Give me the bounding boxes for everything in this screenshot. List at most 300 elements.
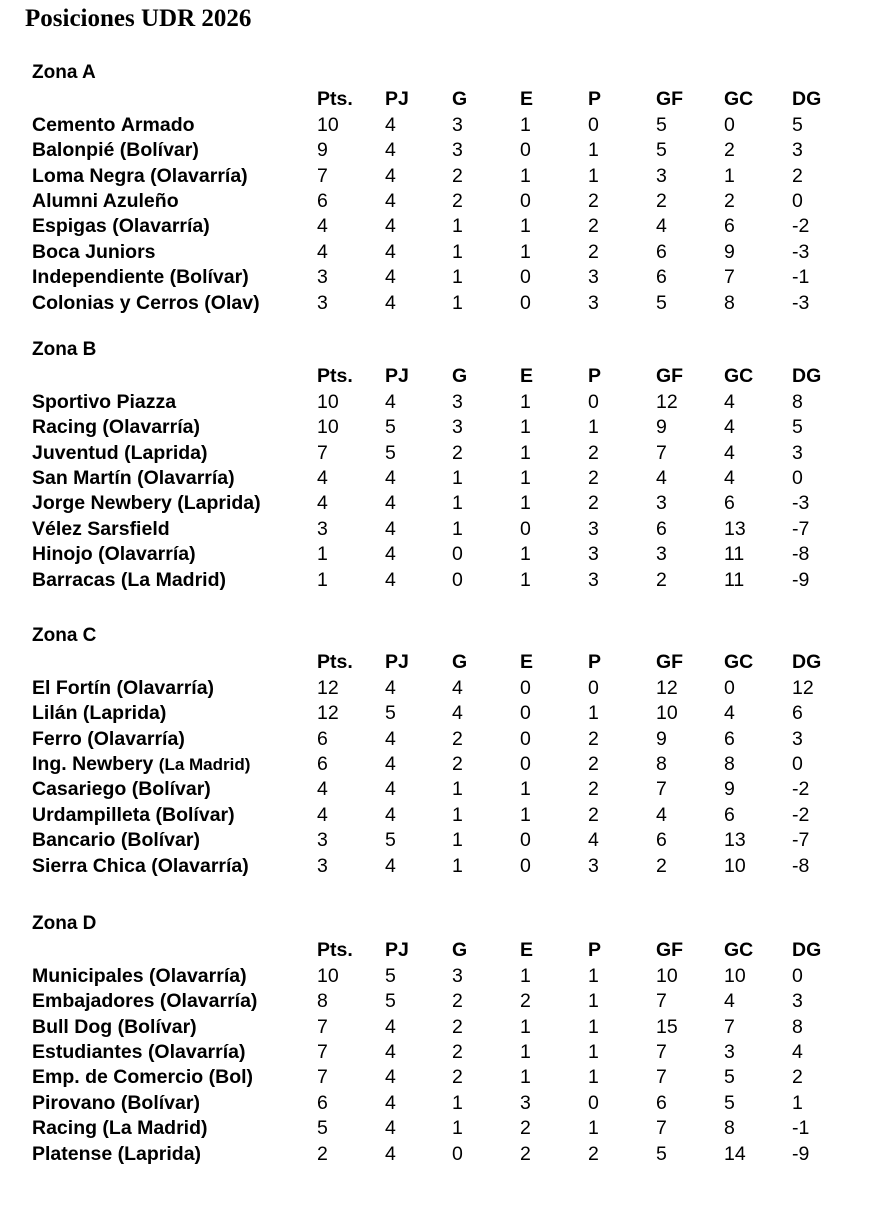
stat-pts: 3	[317, 266, 328, 289]
stat-e: 1	[520, 803, 531, 826]
stat-e: 1	[520, 1015, 531, 1038]
stat-gc: 7	[724, 1015, 735, 1038]
column-header: GC	[724, 365, 754, 388]
stat-g: 1	[452, 517, 463, 540]
stat-gc: 14	[724, 1142, 746, 1165]
column-header: GC	[724, 939, 754, 962]
stat-dg: -3	[792, 492, 810, 515]
stat-pts: 4	[317, 492, 328, 515]
stat-pj: 4	[385, 803, 396, 826]
team-name-text: Urdampilleta (Bolívar)	[32, 803, 235, 826]
stat-p: 3	[588, 266, 599, 289]
stat-pj: 4	[385, 854, 396, 877]
team-name-suffix: (La Madrid)	[158, 755, 251, 774]
team-name-text: Racing (Olavarría)	[32, 416, 200, 439]
team-name	[32, 441, 208, 466]
team-name-text: El Fortín (Olavarría)	[32, 676, 215, 699]
stat-e: 3	[520, 1091, 531, 1114]
table-row	[0, 517, 894, 542]
team-name	[32, 1015, 197, 1040]
stat-p: 1	[588, 1041, 599, 1063]
column-header: GF	[656, 88, 684, 111]
stat-e: 1	[520, 778, 531, 801]
column-header: GC	[724, 88, 754, 111]
stat-e: 0	[520, 266, 531, 289]
page-title: Posiciones UDR 2026	[25, 5, 252, 32]
column-header: GF	[656, 651, 684, 674]
stat-p: 0	[588, 390, 599, 413]
stat-g: 3	[452, 390, 463, 413]
stat-g: 3	[452, 139, 463, 162]
stat-p: 1	[588, 1066, 599, 1089]
team-name	[32, 390, 176, 415]
stat-pts: 4	[317, 778, 328, 801]
table-row	[0, 1116, 894, 1141]
stat-pj: 4	[385, 266, 396, 289]
table-row	[0, 803, 894, 828]
stat-dg: 4	[792, 1041, 803, 1063]
column-header: Pts.	[317, 365, 353, 388]
stat-pj: 4	[385, 113, 396, 136]
stat-p: 0	[588, 1091, 599, 1114]
stat-gf: 12	[656, 676, 678, 699]
stat-pts: 3	[317, 829, 328, 852]
table-row	[0, 752, 894, 777]
team-name	[32, 727, 185, 752]
stat-gc: 4	[724, 467, 735, 489]
stat-p: 1	[588, 1117, 599, 1140]
stat-e: 2	[520, 1117, 531, 1140]
stat-e: 2	[520, 990, 531, 1013]
table-row	[0, 568, 894, 593]
stat-dg: -1	[792, 1117, 810, 1140]
stat-pts: 4	[317, 803, 328, 826]
stat-gf: 9	[656, 416, 667, 439]
column-header: G	[452, 88, 468, 111]
stat-dg: 3	[792, 139, 803, 162]
column-header: DG	[792, 939, 822, 962]
team-name-text: Boca Juniors	[32, 240, 156, 263]
stat-gf: 2	[656, 190, 667, 212]
stat-e: 0	[520, 139, 531, 162]
stat-pts: 10	[317, 113, 339, 136]
column-header: P	[588, 939, 602, 962]
stat-g: 4	[452, 676, 463, 699]
stat-pj: 4	[385, 390, 396, 413]
stat-gc: 4	[724, 990, 735, 1013]
table-row	[0, 727, 894, 752]
stat-dg: -7	[792, 829, 810, 852]
stat-pj: 4	[385, 753, 396, 775]
stat-p: 3	[588, 517, 599, 540]
stat-pj: 4	[385, 215, 396, 238]
table-row	[0, 1040, 894, 1065]
team-name	[32, 214, 210, 239]
stat-gf: 4	[656, 467, 667, 489]
table-row	[0, 113, 894, 138]
column-header: PJ	[385, 939, 409, 962]
team-name	[32, 1040, 246, 1065]
stat-gf: 3	[656, 543, 667, 566]
stat-p: 3	[588, 291, 599, 314]
stat-dg: 6	[792, 702, 803, 725]
stat-g: 0	[452, 1142, 463, 1165]
team-name	[32, 828, 200, 853]
stat-g: 1	[452, 467, 463, 489]
stat-pts: 12	[317, 676, 339, 699]
stat-g: 1	[452, 291, 463, 314]
stat-dg: -8	[792, 854, 810, 877]
stat-pj: 5	[385, 441, 396, 464]
stat-g: 2	[452, 190, 463, 212]
stat-pj: 5	[385, 702, 396, 725]
stat-dg: -3	[792, 291, 810, 314]
stat-e: 1	[520, 492, 531, 515]
stat-gf: 2	[656, 568, 667, 591]
stat-pts: 2	[317, 1142, 328, 1165]
column-header: Pts.	[317, 651, 353, 674]
stat-gc: 4	[724, 390, 735, 413]
stat-dg: 5	[792, 113, 803, 136]
table-row	[0, 1015, 894, 1040]
stat-e: 0	[520, 854, 531, 877]
stat-pj: 5	[385, 990, 396, 1013]
stat-dg: 8	[792, 390, 803, 413]
stat-p: 2	[588, 240, 599, 263]
stat-pj: 4	[385, 1015, 396, 1038]
team-name	[32, 568, 226, 593]
stat-pts: 4	[317, 240, 328, 263]
stat-gc: 10	[724, 854, 746, 877]
stat-gc: 2	[724, 139, 735, 162]
stat-gc: 8	[724, 291, 735, 314]
table-row	[0, 415, 894, 440]
stat-p: 0	[588, 676, 599, 699]
stat-gc: 3	[724, 1041, 735, 1063]
stat-g: 1	[452, 829, 463, 852]
stat-gc: 1	[724, 164, 735, 187]
stat-pts: 10	[317, 390, 339, 413]
column-header: DG	[792, 88, 822, 111]
team-name	[32, 517, 170, 542]
stat-dg: 5	[792, 416, 803, 439]
table-row	[0, 265, 894, 290]
team-name-text: Bull Dog (Bolívar)	[32, 1015, 197, 1038]
stat-gc: 2	[724, 190, 735, 212]
stat-gf: 5	[656, 139, 667, 162]
stat-pts: 7	[317, 1015, 328, 1038]
team-name	[32, 291, 260, 316]
table-row	[0, 542, 894, 567]
stat-pts: 8	[317, 990, 328, 1013]
stat-pts: 7	[317, 441, 328, 464]
stat-p: 1	[588, 416, 599, 439]
stat-gc: 4	[724, 441, 735, 464]
stat-pj: 4	[385, 778, 396, 801]
stat-dg: -9	[792, 1142, 810, 1165]
team-name-text: Independiente (Bolívar)	[32, 266, 249, 289]
stat-pts: 6	[317, 190, 328, 212]
table-row	[0, 1091, 894, 1116]
stat-gf: 6	[656, 1091, 667, 1114]
stat-gf: 7	[656, 1041, 667, 1063]
stat-gc: 4	[724, 416, 735, 439]
stat-e: 1	[520, 164, 531, 187]
stat-gc: 6	[724, 492, 735, 515]
stat-gf: 9	[656, 727, 667, 750]
team-name	[32, 803, 235, 828]
stat-gf: 6	[656, 240, 667, 263]
stat-p: 1	[588, 1015, 599, 1038]
stat-pj: 4	[385, 1041, 396, 1063]
stat-gf: 4	[656, 803, 667, 826]
column-header: E	[520, 365, 534, 388]
stat-p: 2	[588, 753, 599, 775]
team-name	[32, 777, 211, 802]
stat-e: 1	[520, 441, 531, 464]
stat-g: 2	[452, 1066, 463, 1089]
header-row	[0, 650, 894, 675]
stat-gc: 9	[724, 240, 735, 263]
stat-gc: 6	[724, 215, 735, 238]
stat-gc: 5	[724, 1066, 735, 1089]
stat-p: 1	[588, 702, 599, 725]
stat-pts: 9	[317, 139, 328, 162]
stat-g: 4	[452, 702, 463, 725]
stat-gc: 13	[724, 517, 746, 540]
stat-pts: 7	[317, 1066, 328, 1089]
stat-gf: 12	[656, 390, 678, 413]
column-header: Pts.	[317, 88, 353, 111]
stat-pj: 5	[385, 964, 396, 987]
stat-pj: 5	[385, 416, 396, 439]
stat-g: 1	[452, 854, 463, 877]
table-row	[0, 214, 894, 239]
stat-pts: 1	[317, 568, 328, 591]
stat-e: 1	[520, 215, 531, 238]
stat-e: 1	[520, 964, 531, 987]
stat-p: 2	[588, 215, 599, 238]
team-name-text: Pirovano (Bolívar)	[32, 1091, 200, 1114]
stat-gc: 13	[724, 829, 746, 852]
stat-p: 2	[588, 1142, 599, 1165]
column-header: PJ	[385, 651, 409, 674]
stat-dg: -9	[792, 568, 810, 591]
column-header: E	[520, 939, 534, 962]
stat-dg: 3	[792, 990, 803, 1013]
team-name-text: Juventud (Laprida)	[32, 441, 208, 464]
stat-pts: 3	[317, 291, 328, 314]
stat-pj: 4	[385, 1142, 396, 1165]
stat-gf: 7	[656, 1117, 667, 1140]
team-name-text: Sportivo Piazza	[32, 390, 177, 413]
team-name-text: Emp. de Comercio (Bol)	[32, 1066, 254, 1089]
table-row	[0, 164, 894, 189]
stat-gf: 2	[656, 854, 667, 877]
stat-pj: 4	[385, 139, 396, 162]
team-name-text: Municipales (Olavarría)	[32, 964, 247, 987]
header-row	[0, 87, 894, 112]
team-name-text: San Martín (Olavarría)	[32, 467, 235, 489]
team-name-text: Espigas (Olavarría)	[32, 215, 210, 238]
stat-pj: 4	[385, 291, 396, 314]
team-name	[32, 676, 214, 701]
table-row	[0, 777, 894, 802]
stat-dg: -1	[792, 266, 810, 289]
stat-dg: 1	[792, 1091, 803, 1114]
stat-gc: 11	[724, 568, 745, 591]
team-name-text: Racing (La Madrid)	[32, 1117, 208, 1140]
stat-p: 2	[588, 727, 599, 750]
stat-g: 1	[452, 215, 463, 238]
stat-p: 1	[588, 139, 599, 162]
stat-gf: 5	[656, 113, 667, 136]
stat-dg: 2	[792, 164, 803, 187]
stat-p: 2	[588, 467, 599, 489]
column-header: GF	[656, 939, 684, 962]
column-header: DG	[792, 365, 822, 388]
stat-gf: 5	[656, 1142, 667, 1165]
team-name	[32, 1091, 200, 1116]
team-name-text: Estudiantes (Olavarría)	[32, 1041, 246, 1063]
team-name	[32, 491, 261, 516]
stat-gf: 4	[656, 215, 667, 238]
stat-gc: 0	[724, 676, 735, 699]
column-header: P	[588, 365, 602, 388]
stat-g: 2	[452, 1015, 463, 1038]
stat-g: 1	[452, 803, 463, 826]
table-row	[0, 291, 894, 316]
stat-gf: 8	[656, 753, 667, 775]
zone-label: Zona C	[32, 625, 97, 646]
stat-gc: 7	[724, 266, 735, 289]
stat-gc: 9	[724, 778, 735, 801]
stat-pts: 4	[317, 215, 328, 238]
team-name-text: Cementо Armado	[32, 113, 195, 136]
stat-p: 2	[588, 492, 599, 515]
header-row	[0, 364, 894, 389]
stat-pts: 7	[317, 1041, 328, 1063]
stat-pts: 4	[317, 467, 328, 489]
stat-pj: 4	[385, 543, 396, 566]
column-header: G	[452, 651, 468, 674]
team-name	[32, 752, 250, 777]
stat-e: 1	[520, 467, 531, 489]
stat-pts: 10	[317, 416, 339, 439]
stat-dg: 3	[792, 727, 803, 750]
stat-dg: 2	[792, 1066, 803, 1089]
team-name-text: Bancario (Bolívar)	[32, 829, 200, 852]
stat-g: 3	[452, 113, 463, 136]
stat-gc: 0	[724, 113, 735, 136]
stat-pj: 4	[385, 1091, 396, 1114]
team-name-text: Embajadores (Olavarría)	[32, 990, 258, 1013]
team-name	[32, 1065, 253, 1090]
column-header: GC	[724, 651, 754, 674]
table-row	[0, 676, 894, 701]
team-name	[32, 701, 166, 726]
stat-g: 2	[452, 753, 463, 775]
table-row	[0, 441, 894, 466]
stat-p: 2	[588, 778, 599, 801]
team-name	[32, 415, 200, 440]
stat-gc: 11	[724, 543, 745, 566]
stat-dg: 0	[792, 190, 803, 212]
stat-g: 1	[452, 1117, 463, 1140]
zone-label: Zona A	[32, 62, 96, 83]
stat-p: 4	[588, 829, 599, 852]
stat-gf: 7	[656, 990, 667, 1013]
stat-e: 1	[520, 416, 531, 439]
stat-p: 2	[588, 190, 599, 212]
stat-dg: -7	[792, 517, 810, 540]
table-row	[0, 828, 894, 853]
stat-gf: 7	[656, 441, 667, 464]
team-name-text: Colonias y Cerros (Olav)	[32, 291, 260, 314]
stat-e: 1	[520, 568, 531, 591]
stat-dg: -8	[792, 543, 810, 566]
team-name-text: Hinojo (Olavarría)	[32, 543, 196, 566]
team-name	[32, 964, 247, 989]
stat-e: 1	[520, 1066, 531, 1089]
team-name	[32, 138, 199, 163]
stat-g: 1	[452, 1091, 463, 1114]
stat-e: 0	[520, 829, 531, 852]
stat-g: 1	[452, 778, 463, 801]
column-header: E	[520, 88, 534, 111]
team-name-text: Ferro (Olavarría)	[32, 727, 185, 750]
table-row	[0, 854, 894, 879]
stat-g: 2	[452, 727, 463, 750]
stat-e: 0	[520, 517, 531, 540]
stat-g: 1	[452, 240, 463, 263]
stat-dg: -2	[792, 215, 810, 238]
stat-g: 1	[452, 492, 463, 515]
table-row	[0, 240, 894, 265]
stat-gc: 4	[724, 702, 735, 725]
stat-gf: 6	[656, 266, 667, 289]
header-row	[0, 938, 894, 963]
stat-gf: 3	[656, 164, 667, 187]
zone-label: Zona B	[32, 339, 97, 360]
stat-gf: 5	[656, 291, 667, 314]
stat-dg: 0	[792, 964, 803, 987]
table-row	[0, 390, 894, 415]
column-header: E	[520, 651, 534, 674]
stat-g: 2	[452, 164, 463, 187]
stat-pj: 4	[385, 492, 396, 515]
team-name-text: Sierra Chica (Olavarría)	[32, 854, 249, 877]
stat-gc: 10	[724, 964, 746, 987]
team-name	[32, 1116, 208, 1141]
column-header: P	[588, 88, 602, 111]
stat-gc: 8	[724, 753, 735, 775]
stat-p: 1	[588, 990, 599, 1013]
table-row	[0, 701, 894, 726]
stat-e: 0	[520, 753, 531, 775]
team-name	[32, 989, 257, 1014]
stat-pts: 10	[317, 964, 339, 987]
stat-pts: 7	[317, 164, 328, 187]
column-header: G	[452, 939, 468, 962]
stat-p: 0	[588, 113, 599, 136]
column-header: P	[588, 651, 602, 674]
stat-pj: 4	[385, 568, 396, 591]
stat-p: 3	[588, 568, 599, 591]
stat-pts: 3	[317, 517, 328, 540]
team-name-text: Balonpié (Bolívar)	[32, 139, 199, 162]
stat-dg: -2	[792, 803, 810, 826]
